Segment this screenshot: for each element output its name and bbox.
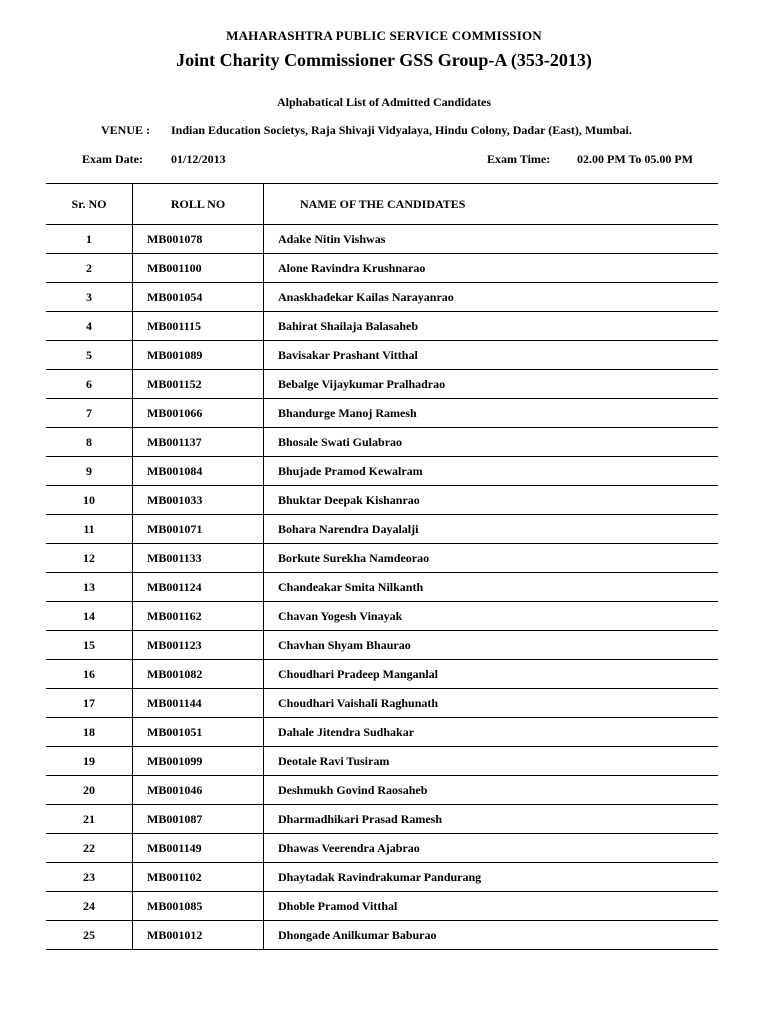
candidate-name-cell: Bebalge Vijaykumar Pralhadrao	[264, 370, 719, 399]
column-header-sr-no: Sr. NO	[46, 184, 133, 225]
table-body	[46, 225, 718, 950]
sr-no-cell: 25	[46, 921, 133, 950]
candidate-name-cell: Adake Nitin Vishwas	[264, 225, 719, 254]
table-row	[46, 805, 718, 834]
candidate-name-cell: Dhaytadak Ravindrakumar Pandurang	[264, 863, 719, 892]
column-header-name: NAME OF THE CANDIDATES	[264, 184, 719, 225]
exam-time-label: Exam Time:	[487, 152, 551, 166]
table-row	[46, 515, 718, 544]
sr-no-cell: 5	[46, 341, 133, 370]
candidate-name-cell: Deotale Ravi Tusiram	[264, 747, 719, 776]
table-row	[46, 776, 718, 805]
roll-no-cell: MB001084	[133, 457, 264, 486]
sr-no-cell: 21	[46, 805, 133, 834]
sr-no-cell: 9	[46, 457, 133, 486]
page-subtitle: Alphabatical List of Admitted Candidates	[276, 95, 492, 109]
table-row	[46, 370, 718, 399]
table-row	[46, 718, 718, 747]
sr-no-cell: 11	[46, 515, 133, 544]
table-row	[46, 254, 718, 283]
venue-label: VENUE :	[101, 123, 151, 137]
page-title: Joint Charity Commissioner GSS Group-A (353-2013)	[176, 50, 592, 70]
roll-no-cell: MB001152	[133, 370, 264, 399]
candidate-name-cell: Dhoble Pramod Vitthal	[264, 892, 719, 921]
candidate-name-cell: Dhawas Veerendra Ajabrao	[264, 834, 719, 863]
candidate-name-cell: Bohara Narendra Dayalalji	[264, 515, 719, 544]
candidate-name-cell: Chavan Yogesh Vinayak	[264, 602, 719, 631]
table-row	[46, 689, 718, 718]
roll-no-cell: MB001124	[133, 573, 264, 602]
candidate-name-cell: Choudhari Vaishali Raghunath	[264, 689, 719, 718]
candidate-name-cell: Anaskhadekar Kailas Narayanrao	[264, 283, 719, 312]
candidate-name-cell: Chavhan Shyam Bhaurao	[264, 631, 719, 660]
roll-no-cell: MB001033	[133, 486, 264, 515]
candidate-name-cell: Bhuktar Deepak Kishanrao	[264, 486, 719, 515]
table-row	[46, 486, 718, 515]
roll-no-cell: MB001102	[133, 863, 264, 892]
roll-no-cell: MB001071	[133, 515, 264, 544]
candidate-name-cell: Bhosale Swati Gulabrao	[264, 428, 719, 457]
candidate-name-cell: Dahale Jitendra Sudhakar	[264, 718, 719, 747]
sr-no-cell: 12	[46, 544, 133, 573]
roll-no-cell: MB001115	[133, 312, 264, 341]
candidate-name-cell: Dharmadhikari Prasad Ramesh	[264, 805, 719, 834]
candidate-name-cell: Alone Ravindra Krushnarao	[264, 254, 719, 283]
roll-no-cell: MB001085	[133, 892, 264, 921]
table-row	[46, 921, 718, 950]
table-row	[46, 457, 718, 486]
table-row	[46, 573, 718, 602]
roll-no-cell: MB001149	[133, 834, 264, 863]
sr-no-cell: 13	[46, 573, 133, 602]
sr-no-cell: 22	[46, 834, 133, 863]
exam-date-value: 01/12/2013	[171, 152, 226, 166]
table-row	[46, 341, 718, 370]
roll-no-cell: MB001078	[133, 225, 264, 254]
table-row	[46, 631, 718, 660]
table-row	[46, 892, 718, 921]
roll-no-cell: MB001123	[133, 631, 264, 660]
roll-no-cell: MB001051	[133, 718, 264, 747]
exam-time-value: 02.00 PM To 05.00 PM	[577, 152, 693, 166]
table-row	[46, 428, 718, 457]
candidate-name-cell: Dhongade Anilkumar Baburao	[264, 921, 719, 950]
sr-no-cell: 19	[46, 747, 133, 776]
organization-name: MAHARASHTRA PUBLIC SERVICE COMMISSION	[226, 28, 542, 43]
table-row	[46, 312, 718, 341]
exam-date-label: Exam Date:	[82, 152, 143, 166]
roll-no-cell: MB001099	[133, 747, 264, 776]
table-row	[46, 225, 718, 254]
sr-no-cell: 4	[46, 312, 133, 341]
table-row	[46, 399, 718, 428]
sr-no-cell: 24	[46, 892, 133, 921]
table-row	[46, 863, 718, 892]
sr-no-cell: 6	[46, 370, 133, 399]
roll-no-cell: MB001087	[133, 805, 264, 834]
sr-no-cell: 2	[46, 254, 133, 283]
table-row	[46, 834, 718, 863]
venue-value: Indian Education Societys, Raja Shivaji Vidyalaya, Hindu Colony, Dadar (East), Mumbai.	[171, 123, 632, 137]
table-header-row	[46, 184, 718, 225]
candidate-name-cell: Deshmukh Govind Raosaheb	[264, 776, 719, 805]
candidate-name-cell: Bhujade Pramod Kewalram	[264, 457, 719, 486]
roll-no-cell: MB001066	[133, 399, 264, 428]
roll-no-cell: MB001144	[133, 689, 264, 718]
sr-no-cell: 7	[46, 399, 133, 428]
sr-no-cell: 14	[46, 602, 133, 631]
sr-no-cell: 15	[46, 631, 133, 660]
column-header-roll-no: ROLL NO	[133, 184, 264, 225]
sr-no-cell: 18	[46, 718, 133, 747]
candidate-name-cell: Choudhari Pradeep Manganlal	[264, 660, 719, 689]
roll-no-cell: MB001100	[133, 254, 264, 283]
candidate-name-cell: Bahirat Shailaja Balasaheb	[264, 312, 719, 341]
sr-no-cell: 3	[46, 283, 133, 312]
table-row	[46, 544, 718, 573]
sr-no-cell: 17	[46, 689, 133, 718]
sr-no-cell: 16	[46, 660, 133, 689]
table-row	[46, 602, 718, 631]
candidate-name-cell: Bhandurge Manoj Ramesh	[264, 399, 719, 428]
roll-no-cell: MB001089	[133, 341, 264, 370]
candidate-name-cell: Borkute Surekha Namdeorao	[264, 544, 719, 573]
sr-no-cell: 10	[46, 486, 133, 515]
sr-no-cell: 1	[46, 225, 133, 254]
roll-no-cell: MB001054	[133, 283, 264, 312]
table-row	[46, 660, 718, 689]
table-row	[46, 283, 718, 312]
candidate-name-cell: Chandeakar Smita Nilkanth	[264, 573, 719, 602]
candidate-name-cell: Bavisakar Prashant Vitthal	[264, 341, 719, 370]
sr-no-cell: 8	[46, 428, 133, 457]
roll-no-cell: MB001162	[133, 602, 264, 631]
sr-no-cell: 20	[46, 776, 133, 805]
roll-no-cell: MB001012	[133, 921, 264, 950]
roll-no-cell: MB001046	[133, 776, 264, 805]
table-row	[46, 747, 718, 776]
roll-no-cell: MB001133	[133, 544, 264, 573]
roll-no-cell: MB001082	[133, 660, 264, 689]
roll-no-cell: MB001137	[133, 428, 264, 457]
candidates-table	[46, 183, 718, 950]
sr-no-cell: 23	[46, 863, 133, 892]
